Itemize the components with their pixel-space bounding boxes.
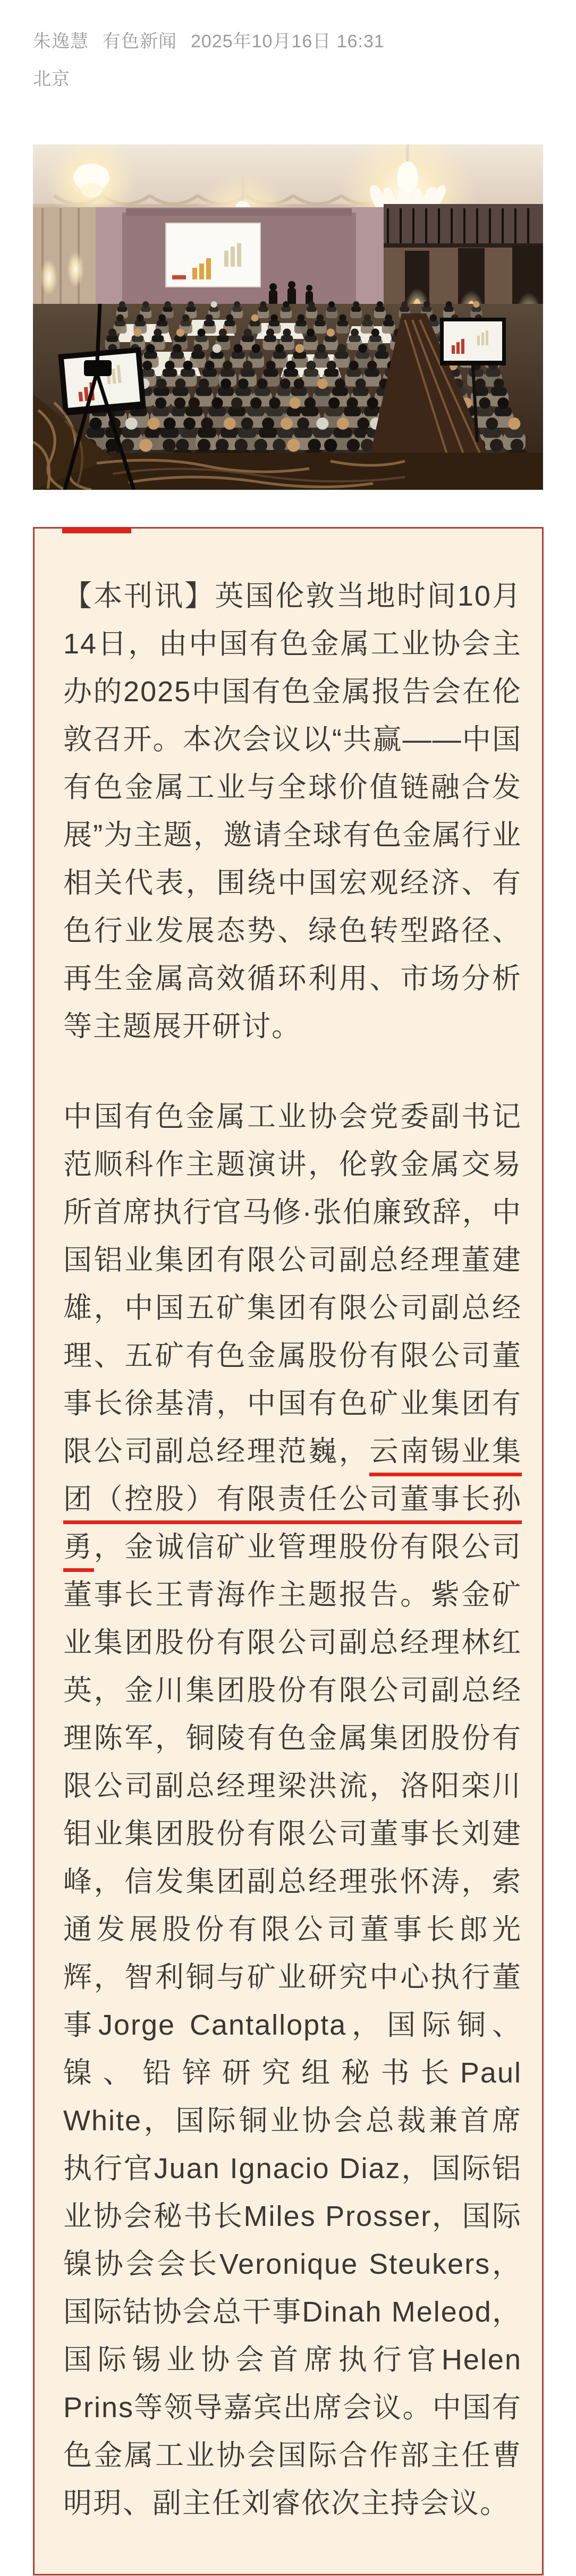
publish-datetime: 2025年10月16日 16:31: [191, 31, 385, 52]
paragraph-2-rest: ，金诚信矿业管理股份有限公司董事长王青海作主题报告。紫金矿业集团股份有限公司副总经理林红英，金川集团股份有限公司副总经理陈军，铜陵有色金属集团股份有限公司副总经理梁洪流，洛阳栾川钼业集团股份有限公司董事长刘建峰，信发集团副总经理张怀涛，索通发展股份有限公司董事长郎光辉，智利铜与矿业研究中心执行董事Jorge Cantallopta，国际铜、镍、铅锌研究组秘书长Paul White，国际铜业协会总裁兼首席执行官Juan Ignacio Diaz，国际铝业协会秘书长Miles Prosser，国际镍协会会长Veronique Steukers，国际钴协会总干事Dinah Meleod，国际锡业协会首席执行官Helen Prins等领导嘉宾出席会议。中国有色金属工业协会国际合作部主任曹明玥、副主任刘睿依次主持会议。: [63, 1531, 522, 2519]
conference-photo-graphic: [33, 144, 543, 490]
conference-photo[interactable]: [33, 144, 543, 490]
author-name: 朱逸慧: [33, 31, 89, 52]
paragraph-2: [63, 1093, 522, 2527]
account-name[interactable]: 有色新闻: [103, 31, 177, 52]
projection-screen: [166, 223, 260, 287]
side-screen-left: [58, 347, 146, 415]
article-meta: [0, 0, 576, 90]
accent-bar: [62, 527, 131, 533]
article-body-box: [33, 527, 544, 2575]
paragraph-2-underlined-phrase: 云南锡业集团（控股）有限责任公司董事长孙勇: [63, 1435, 522, 1572]
publish-location: 北京: [33, 69, 70, 89]
paragraph-1-text: 【本刊讯】英国伦敦当地时间10月14日，由中国有色金属工业协会主办的2025中国有色金属报告会在伦敦召开。本次会议以“共赢——中国有色金属工业与全球价值链融合发展”为主题，邀请全球有色金属行业相关代表，围绕中国宏观经济、有色行业发展态势、绿色转型路径、再生金属高效循环利用、市场分析等主题展开研讨。: [63, 580, 522, 1042]
meta-line-1: [33, 31, 544, 53]
paragraph-1: [63, 572, 522, 1050]
paragraph-2-lead: 中国有色金属工业协会党委副书记范顺科作主题演讲，伦敦金属交易所首席执行官马修·张伯廉致辞，中国铝业集团有限公司副总经理董建雄，中国五矿集团有限公司副总经理、五矿有色金属股份有限公司董事长徐基清，中国有色矿业集团有限公司副总经理范巍，: [63, 1100, 522, 1467]
